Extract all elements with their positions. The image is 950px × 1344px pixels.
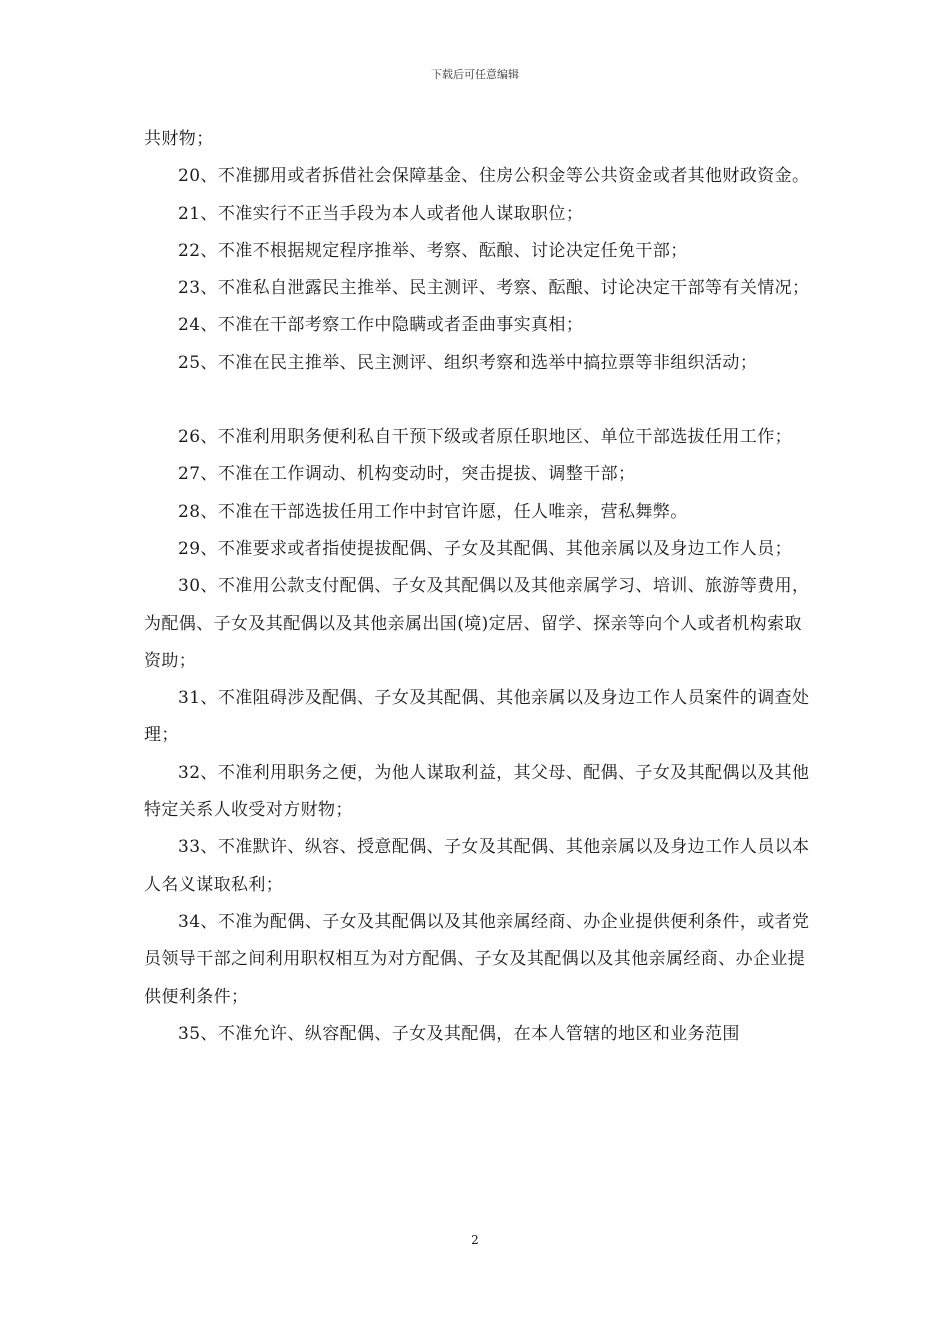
paragraph: 22、不准不根据规定程序推举、考察、酝酿、讨论决定任免干部； bbox=[178, 240, 688, 261]
document-body bbox=[144, 121, 816, 1053]
paragraph: 35、不准允许、纵容配偶、子女及其配偶，在本人管辖的地区和业务范围 bbox=[178, 1023, 740, 1044]
paragraph: 共财物； bbox=[144, 129, 214, 149]
paragraph: 32、不准利用职务之便，为他人谋取利益，其父母、配偶、子女及其配偶以及其他特定关系人收受对方财物； bbox=[144, 762, 810, 821]
paragraph: 33、不准默许、纵容、授意配偶、子女及其配偶、其他亲属以及身边工作人员以本人名义谋取私利； bbox=[144, 837, 810, 895]
paragraph: 34、不准为配偶、子女及其配偶以及其他亲属经商、办企业提供便利条件，或者党员领导干部之间利用职权相互为对方配偶、子女及其配偶以及其他亲属经商、办企业提供便利条件； bbox=[144, 911, 810, 1007]
page-number: 2 bbox=[471, 1233, 479, 1247]
paragraph: 20、不准挪用或者拆借社会保障基金、住房公积金等公共资金或者其他财政资金。 bbox=[178, 166, 810, 187]
paragraph: 24、不准在干部考察工作中隐瞒或者歪曲事实真相； bbox=[178, 315, 584, 336]
header-note: 下载后可任意编辑 bbox=[431, 68, 519, 81]
paragraph: 31、不准阻碍涉及配偶、子女及其配偶、其他亲属以及身边工作人员案件的调查处理； bbox=[144, 688, 810, 746]
paragraph: 23、不准私自泄露民主推举、民主测评、考察、酝酿、讨论决定干部等有关情况； bbox=[178, 278, 810, 299]
paragraph: 26、不准利用职务便利私自干预下级或者原任职地区、单位干部选拔任用工作； bbox=[178, 427, 793, 448]
paragraph: 30、不准用公款支付配偶、子女及其配偶以及其他亲属学习、培训、旅游等费用，为配偶、子女及其配偶以及其他亲属出国(境)定居、留学、探亲等向个人或者机构索取资助； bbox=[144, 576, 810, 671]
paragraph: 28、不准在干部选拔任用工作中封官许愿，任人唯亲，营私舞弊。 bbox=[178, 501, 688, 522]
paragraph: 29、不准要求或者指使提拔配偶、子女及其配偶、其他亲属以及身边工作人员； bbox=[178, 538, 793, 559]
paragraph: 25、不准在民主推举、民主测评、组织考察和选举中搞拉票等非组织活动； bbox=[178, 352, 758, 373]
paragraph: 27、不准在工作调动、机构变动时，突击提拔、调整干部； bbox=[178, 464, 636, 485]
paragraph: 21、不准实行不正当手段为本人或者他人谋取职位； bbox=[178, 203, 584, 224]
